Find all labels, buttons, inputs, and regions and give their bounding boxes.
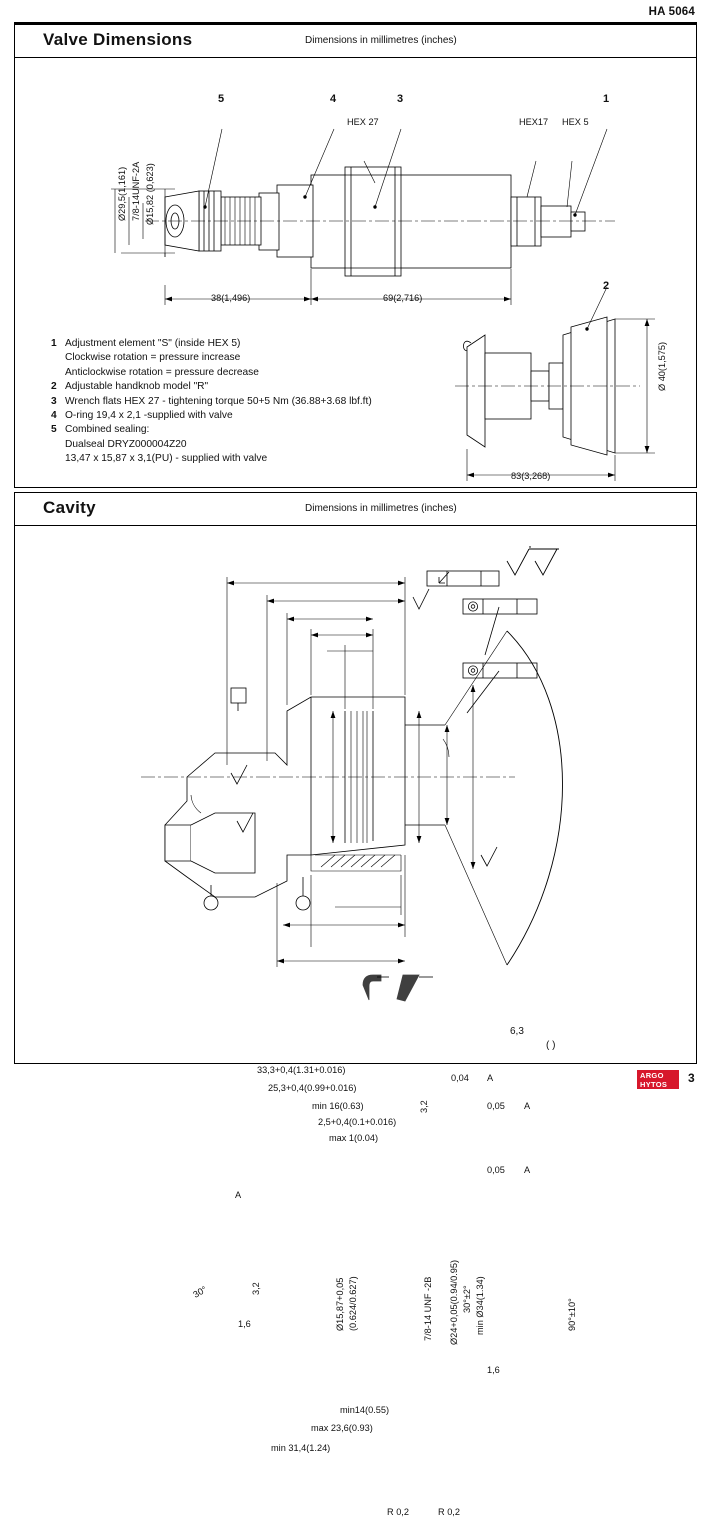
dim-thread-unf-2b: 7/8-14 UNF -2B (423, 1276, 433, 1341)
dim-angle-30-left: 30° (191, 1284, 209, 1300)
dim-length-right: 69(2,716) (383, 293, 423, 303)
dim-2-5: 2,5+0,4(0.1+0.016) (318, 1117, 397, 1127)
dim-dia-24: Ø24+0,05(0.94/0.95) (449, 1259, 459, 1345)
callout-3: 3 (397, 93, 404, 105)
valve-title-bar (15, 25, 696, 58)
dim-thread: 7/8-14UNF-2A (131, 161, 141, 221)
roughness-3-2-top: 3,2 (419, 1100, 429, 1113)
legend-item-1 (51, 337, 471, 351)
cavity-section-subtitle: Dimensions in millimetres (inches) (305, 503, 457, 514)
document-code: HA 5064 (648, 6, 695, 18)
dim-max23-6: max 23,6(0.93) (311, 1423, 373, 1433)
legend-text-4: O-ring 19,4 x 2,1 -supplied with valve (65, 410, 233, 422)
legend-number-5: 5 (51, 424, 57, 436)
callout-2: 2 (603, 280, 610, 292)
hex5-label: HEX 5 (562, 117, 589, 127)
page-footer (0, 1064, 711, 1094)
dim-angle-90: 90°±10° (567, 1298, 577, 1331)
argo-hytos-logo (637, 1070, 679, 1089)
legend-item-2 (51, 380, 471, 394)
cavity-drawing (15, 525, 696, 1061)
roughness-1-6-left: 1,6 (238, 1319, 251, 1329)
valve-section-subtitle: Dimensions in millimetres (inches) (305, 35, 457, 46)
roughness-3-2-left: 3,2 (251, 1282, 261, 1295)
dim-min14: min14(0.55) (340, 1405, 390, 1415)
dim-min-dia-34: min Ø34(1.34) (475, 1276, 485, 1335)
dim-25-3: 25,3+0,4(0.99+0.016) (268, 1083, 357, 1093)
legend-item-4 (51, 409, 471, 423)
radius-label-2: R 0,2 (438, 1507, 460, 1517)
dim-min16: min 16(0.63) (312, 1101, 364, 1111)
cavity-title-bar (15, 493, 696, 526)
roughness-1-6-right: 1,6 (487, 1365, 500, 1375)
page-number: 3 (688, 1071, 695, 1085)
legend-text-1: Adjustment element "S" (inside HEX 5) (65, 338, 241, 349)
dim-dia-small: Ø15,82 (0,623) (145, 163, 155, 225)
legend-number-1: 1 (51, 338, 57, 349)
dim-angle-30: 30°±2° (462, 1285, 472, 1313)
gdt-2-datum: A (524, 1101, 531, 1111)
legend-item-5 (51, 423, 471, 437)
legend-item-3 (51, 395, 471, 409)
dim-dia-15-87-inch: (0.624/0.627) (348, 1276, 358, 1331)
dim-knob-length: 83(3,268) (511, 471, 551, 481)
hex27-label: HEX 27 (347, 117, 379, 127)
callout-5: 5 (218, 93, 225, 105)
gdt-3-tolerance: 0,05 (487, 1165, 505, 1175)
legend-sub-1b: Anticlockwise rotation = pressure decrease (65, 366, 259, 378)
datum-a-label: A (235, 1190, 242, 1200)
gdt-1-tolerance: 0,04 (451, 1073, 469, 1083)
document-header (14, 6, 697, 22)
surface-finish-value: 6,3 (510, 1026, 524, 1037)
legend-sub-1a: Clockwise rotation = pressure increase (65, 352, 241, 364)
legend-text-5: Combined sealing: (65, 424, 150, 436)
surface-finish-paren: ( ) (546, 1040, 556, 1051)
legend-sub-5b: 13,47 x 15,87 x 3,1(PU) - supplied with valve (65, 453, 268, 465)
dim-length-left: 38(1,496) (211, 293, 251, 303)
legend-text-2: Adjustable handknob model "R" (65, 381, 209, 393)
callout-1: 1 (603, 93, 610, 105)
radius-label-1: R 0,2 (387, 1507, 409, 1517)
legend-number-3: 3 (51, 395, 57, 407)
gdt-3-datum: A (524, 1165, 531, 1175)
legend-text-3: Wrench flats HEX 27 - tightening torque 50+5 Nm (36.88+3.68 lbf.ft) (65, 395, 372, 407)
cavity-section-title: Cavity (43, 498, 96, 517)
legend-number-2: 2 (51, 381, 57, 393)
gdt-1-datum: A (487, 1073, 494, 1083)
logo-line-2: HYTOS (640, 1080, 668, 1090)
callout-4: 4 (330, 93, 337, 105)
logo-line-1: ARGO (640, 1071, 664, 1080)
valve-legend (51, 337, 471, 467)
dim-knob-diameter: Ø 40(1,575) (657, 341, 667, 391)
dim-min31-4: min 31,4(1.24) (271, 1443, 331, 1453)
dim-33-3: 33,3+0,4(1.31+0.016) (257, 1065, 346, 1075)
section-valve-dimensions (14, 24, 697, 488)
hex17-label: HEX17 (519, 117, 549, 127)
dim-dia-head: Ø29,5(1,161) (117, 166, 127, 221)
dim-dia-15-87: Ø15,87+0,05 (335, 1277, 345, 1331)
dim-max1: max 1(0.04) (329, 1133, 379, 1143)
valve-section-title: Valve Dimensions (43, 30, 193, 49)
legend-sub-5a: Dualseal DRYZ000004Z20 (65, 438, 187, 450)
gdt-2-tolerance: 0,05 (487, 1101, 505, 1111)
legend-number-4: 4 (51, 410, 57, 422)
